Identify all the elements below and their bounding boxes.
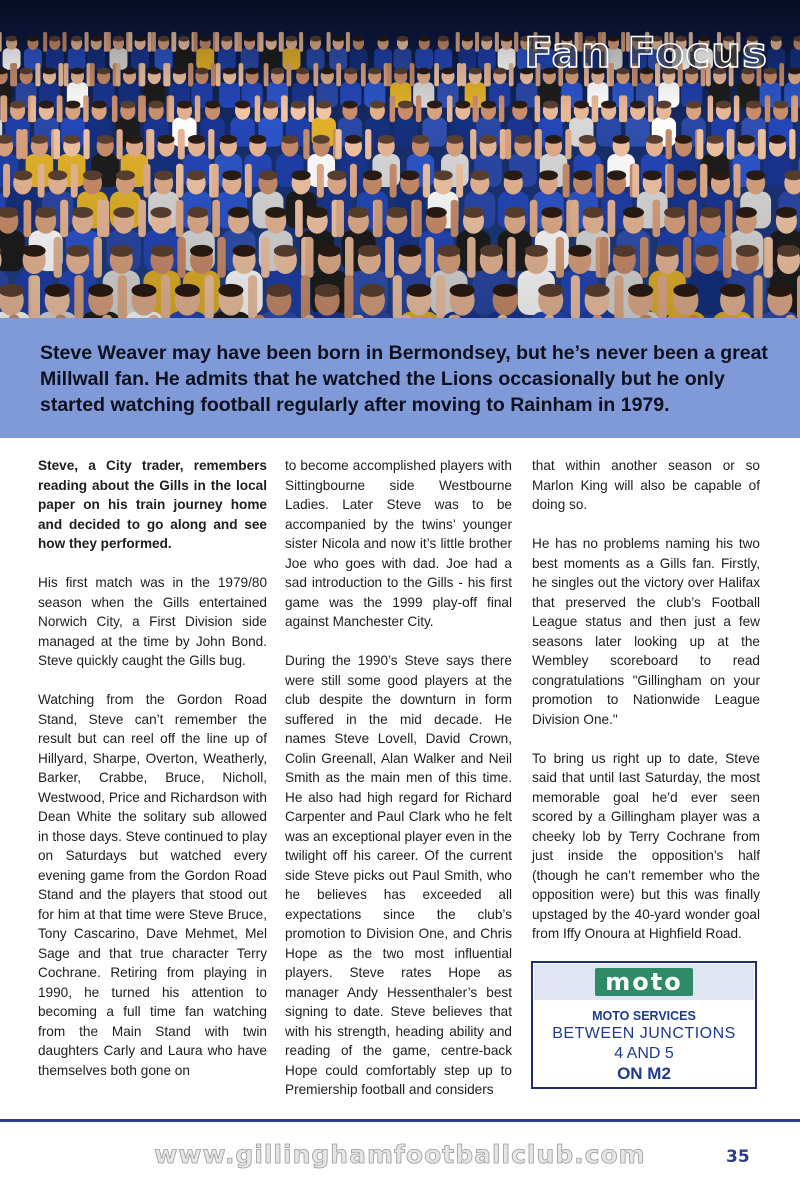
intro-banner — [0, 318, 800, 438]
paragraph: that within another season or so Marlon King will also be capable of doing so. — [532, 458, 760, 512]
advert-line-4: ON M2 — [617, 1064, 671, 1083]
moto-advert — [531, 961, 757, 1089]
advert-line-3: 4 AND 5 — [614, 1045, 674, 1062]
advert-line-1: MOTO SERVICES — [592, 1009, 696, 1023]
paragraph: During the 1990’s Steve says there were still some good players at the club despite the downturn in form suffered in the mid decade. He names Steve Lovell, David Crown, Colin Greenall, Alan Walker and Neil Smith as the main men of this time. He also had high regard for Richard Carpenter and Paul Clark who he felt was an exceptional player even in the twilight off his career. Of the current side Steve picks out Paul Smith, who he believes has exceeded all expectations since the club’s promotion to Division One, and Chris Hope as the two most influential players. Steve rates Hope as manager Andy Hessenthaler’s best signing to date. Steve believes that with his strength, heading ability and reading of the game, centre-back Hope could comfortably step up to Premiership football and considers — [285, 653, 512, 1097]
crowd-photo — [0, 0, 800, 318]
footer-website: www.gillinghamfootballclub.com — [154, 1140, 646, 1169]
lead-paragraph: Steve, a City trader, remembers reading about the Gills in the local paper on his train journey home and decided to go along and see how they performed. — [38, 458, 267, 551]
paragraph: to become accomplished players with Sittingbourne side Westbourne Ladies. Later Steve was to be accompanied by the twins’ younger sister Nicola and now it’s little brother Joe who goes with dad. Joe had a sad introduction to the Gills - his first game was the 1999 play-off final against Manchester City. — [285, 458, 512, 629]
article-column-1 — [38, 456, 267, 1100]
footer-divider — [0, 1119, 800, 1122]
moto-logo-text: moto — [595, 968, 692, 996]
paragraph: He has no problems naming his two best moments as a Gills fan. Firstly, he singles out the victory over Halifax that preserved the club’s Football League status and then just a few seasons later looking up at the Wembley scoreboard to read congratulations "Gillingham on your promotion to Nationwide League Division One." — [532, 536, 760, 727]
intro-text: Steve Weaver may have been born in Bermondsey, but he’s never been a great Millwall fan. He admits that he watched the Lions occasionally but he only started watching football regularly after moving to Rainham in 1979. — [40, 342, 768, 416]
paragraph: His first match was in the 1979/80 season when the Gills entertained Norwich City, a First Division side managed at the time by John Bond. Steve quickly caught the Gills bug. — [38, 575, 267, 668]
section-title: Fan Focus — [524, 28, 768, 77]
article-column-2 — [285, 456, 512, 1119]
moto-logo — [534, 964, 754, 1000]
article-column-3 — [532, 456, 760, 963]
paragraph: To bring us right up to date, Steve said that until last Saturday, the most memorable goal he’d ever seen scored by a Gillingham player was a cheeky lob by Terry Cochrane from just inside the opposition’s half (though he can’t remember who the opposition were) but this was finally upstaged by the 40-yard wonder goal from Iffy Onoura at Highfield Road. — [532, 750, 760, 941]
advert-line-2: BETWEEN JUNCTIONS — [552, 1025, 736, 1042]
page-number: 35 — [726, 1147, 750, 1167]
paragraph: Watching from the Gordon Road Stand, Steve can’t remember the result but can reel off the line up of Hillyard, Sharpe, Overton, Weatherly, Barker, Crabbe, Bruce, Nicholl, Westwood, Price and Richardson with Dean White the solitary sub allowed in those days. Steve continued to play on Saturdays but watched every evening game from the Gordon Road Stand and the players that stood out for him at that time were Steve Bruce, Tony Cascarino, Dave Mehmet, Mel Sage and that true character Terry Cochrane. Retiring from playing in 1990, he turned his attention to becoming a full time fan watching from the Main Stand with twin daughters Carly and Laura who have themselves both gone on — [38, 692, 267, 1078]
